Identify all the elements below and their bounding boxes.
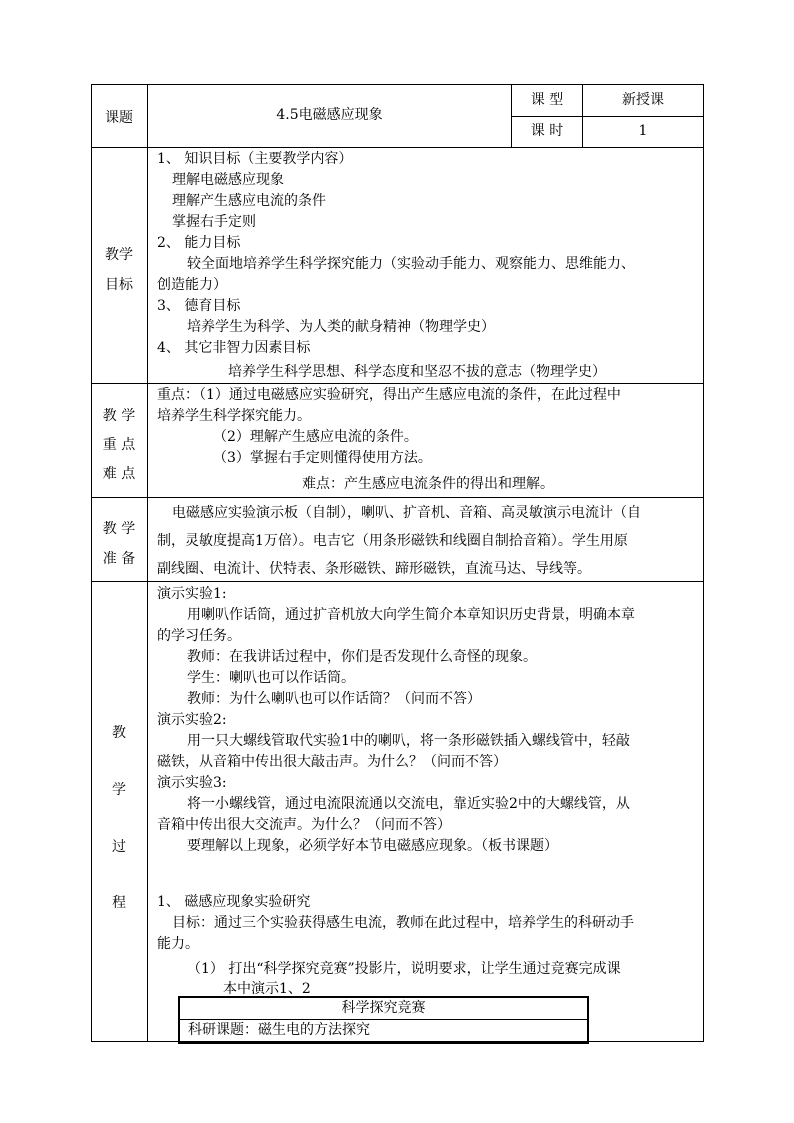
- label-keypoints-2: 重 点: [102, 437, 136, 453]
- label-lesson-type: 课 型: [530, 92, 564, 108]
- process-line: 演示实验2:: [157, 712, 227, 728]
- keypoint-line: 难点：产生感应电流条件的得出和理解。: [302, 476, 554, 492]
- competition-box-line: 科研课题：磁生电的方法探究: [188, 1022, 370, 1038]
- label-objectives-2: 目标: [105, 277, 133, 293]
- table-border-right: [703, 84, 704, 1042]
- objective-line: 创造能力）: [157, 277, 227, 293]
- keypoint-line: （3）掌握右手定则懂得使用方法。: [213, 450, 432, 466]
- process-line: 1、 磁感应现象实验研究: [157, 894, 311, 910]
- label-lesson-hours: 课 时: [530, 123, 564, 139]
- process-line: 音箱中传出很大交流声。为什么？（问而不答）: [157, 817, 451, 833]
- preparation-bottom-border: [91, 581, 704, 582]
- process-line: 磁铁，从音箱中传出很大敲击声。为什么？（问而不答）: [157, 754, 507, 770]
- objective-line: 较全面地培养学生科学探究能力（实验动手能力、观察能力、思维能力、: [187, 256, 635, 272]
- competition-box-title: 科学探究竞赛: [341, 1000, 426, 1016]
- process-line: 学生：喇叭也可以作话筒。: [187, 670, 355, 686]
- lesson-hours-value: 1: [638, 123, 648, 139]
- process-line: 要理解以上现象，必须学好本节电磁感应现象。（板书课题）: [187, 838, 558, 854]
- process-line: 用一只大螺线管取代实验1中的喇叭，将一条形磁铁插入螺线管中，轻敲: [187, 733, 630, 749]
- preparation-line: 副线圈、电流计、伏特表、条形磁铁、蹄形磁铁，直流马达、导线等。: [157, 561, 591, 577]
- objective-line: 2、 能力目标: [157, 235, 241, 251]
- process-line: 演示实验3:: [157, 775, 227, 791]
- label-process-4: 程: [112, 895, 126, 911]
- process-line: （1） 打出“科学探究竞赛”投影片，说明要求，让学生通过竞赛完成课: [187, 961, 621, 977]
- label-keypoints-1: 教 学: [102, 408, 136, 424]
- label-keypoints-3: 难 点: [102, 466, 136, 482]
- keypoints-bottom-border: [91, 497, 704, 498]
- lesson-type-value: 新授课: [622, 92, 664, 108]
- process-line: 演示实验1:: [157, 586, 227, 602]
- objective-line: 培养学生为科学、为人类的献身精神（物理学史）: [187, 319, 495, 335]
- objectives-bottom-border: [91, 383, 704, 384]
- label-preparation-2: 准 备: [102, 551, 136, 567]
- objective-line: 理解产生感应电流的条件: [172, 193, 326, 209]
- process-line: 用喇叭作话筒，通过扩音机放大向学生简介本章知识历史背景，明确本章: [187, 607, 635, 623]
- label-process-2: 学: [112, 782, 126, 798]
- preparation-line: 电磁感应实验演示板（自制），喇叭、扩音机、音箱、高灵敏演示电流计（自: [172, 505, 641, 521]
- objective-line: 1、 知识目标（主要教学内容）: [157, 151, 353, 167]
- label-preparation-1: 教 学: [102, 521, 136, 537]
- process-line: 能力。: [157, 936, 199, 952]
- objective-line: 4、 其它非智力因素目标: [157, 340, 311, 356]
- lesson-title: 4.5电磁感应现象: [276, 107, 383, 123]
- keypoint-line: （2）理解产生感应电流的条件。: [213, 429, 418, 445]
- process-line: 将一小螺线管，通过电流限流通以交流电，靠近实验2中的大螺线管，从: [187, 796, 630, 812]
- table-border-top: [91, 84, 704, 85]
- process-line: 教师：为什么喇叭也可以作话筒？（问而不答）: [187, 691, 481, 707]
- process-line: 本中演示1、2: [223, 981, 311, 997]
- label-process-1: 教: [112, 725, 126, 741]
- header-bottom-border: [91, 147, 704, 148]
- objective-line: 理解电磁感应现象: [172, 172, 284, 188]
- preparation-line: 制，灵敏度提高1万倍）。电吉它（用条形磁铁和线圈自制拾音箱）。学生用原: [157, 533, 628, 549]
- keypoint-line: 重点：（1）通过电磁感应实验研究，得出产生感应电流的条件，在此过程中: [157, 387, 621, 403]
- label-process-3: 过: [112, 839, 126, 855]
- process-line: 目标：通过三个实验获得感生电流，教师在此过程中，培养学生的科研动手: [172, 915, 634, 931]
- objective-line: 培养学生科学思想、科学态度和坚忍不拔的意志（物理学史）: [228, 364, 606, 380]
- header-middle-divider: [511, 116, 704, 117]
- keypoint-line: 培养学生科学探究能力。: [157, 408, 311, 424]
- process-line: 的学习任务。: [157, 628, 241, 644]
- objective-line: 3、 德育目标: [157, 298, 241, 314]
- label-objectives-1: 教学: [105, 247, 133, 263]
- process-line: 教师：在我讲话过程中，你们是否发现什么奇怪的现象。: [187, 649, 537, 665]
- label-column-divider: [147, 84, 148, 1042]
- objective-line: 掌握右手定则: [172, 214, 256, 230]
- label-topic: 课题: [105, 110, 133, 126]
